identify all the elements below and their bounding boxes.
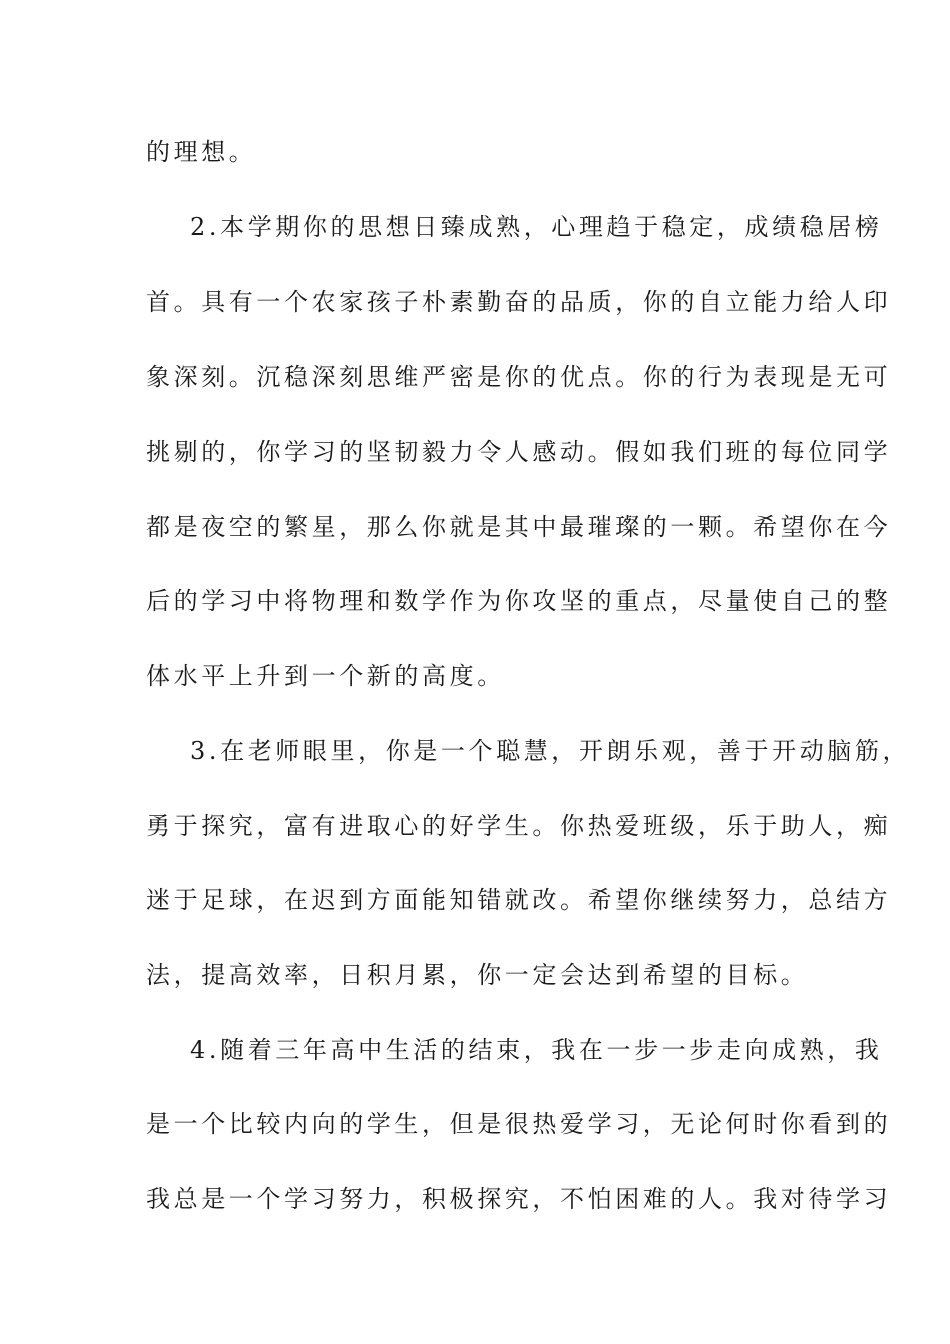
text-line: 挑剔的，你学习的坚韧毅力令人感动。假如我们班的每位同学 (146, 438, 892, 466)
paragraph-2-start: 2.本学期你的思想日臻成熟，心理趋于稳定，成绩稳居榜 (190, 213, 883, 241)
text-line: 迷于足球，在迟到方面能知错就改。希望你继续努力，总结方 (146, 886, 892, 914)
text-line: 首。具有一个农家孩子朴素勤奋的品质，你的自立能力给人印 (146, 288, 892, 316)
text-line: 体水平上升到一个新的高度。 (146, 662, 505, 690)
text-line: 我总是一个学习努力，积极探究，不怕困难的人。我对待学习 (146, 1185, 892, 1213)
text-line: 勇于探究，富有进取心的好学生。你热爱班级，乐于助人，痴 (146, 812, 892, 840)
text-line: 法，提高效率，日积月累，你一定会达到希望的目标。 (146, 961, 809, 989)
text-line: 是一个比较内向的学生，但是很热爱学习，无论何时你看到的 (146, 1110, 892, 1138)
paragraph-3-start: 3.在老师眼里，你是一个聪慧，开朗乐观，善于开动脑筋， (190, 737, 911, 765)
text-line: 象深刻。沉稳深刻思维严密是你的优点。你的行为表现是无可 (146, 363, 892, 391)
text-line: 都是夜空的繁星，那么你就是其中最璀璨的一颗。希望你在今 (146, 513, 892, 541)
text-line: 的理想。 (146, 138, 257, 166)
text-line: 后的学习中将物理和数学作为你攻坚的重点，尽量使自己的整 (146, 587, 892, 615)
paragraph-4-start: 4.随着三年高中生活的结束，我在一步一步走向成熟，我 (190, 1036, 883, 1064)
